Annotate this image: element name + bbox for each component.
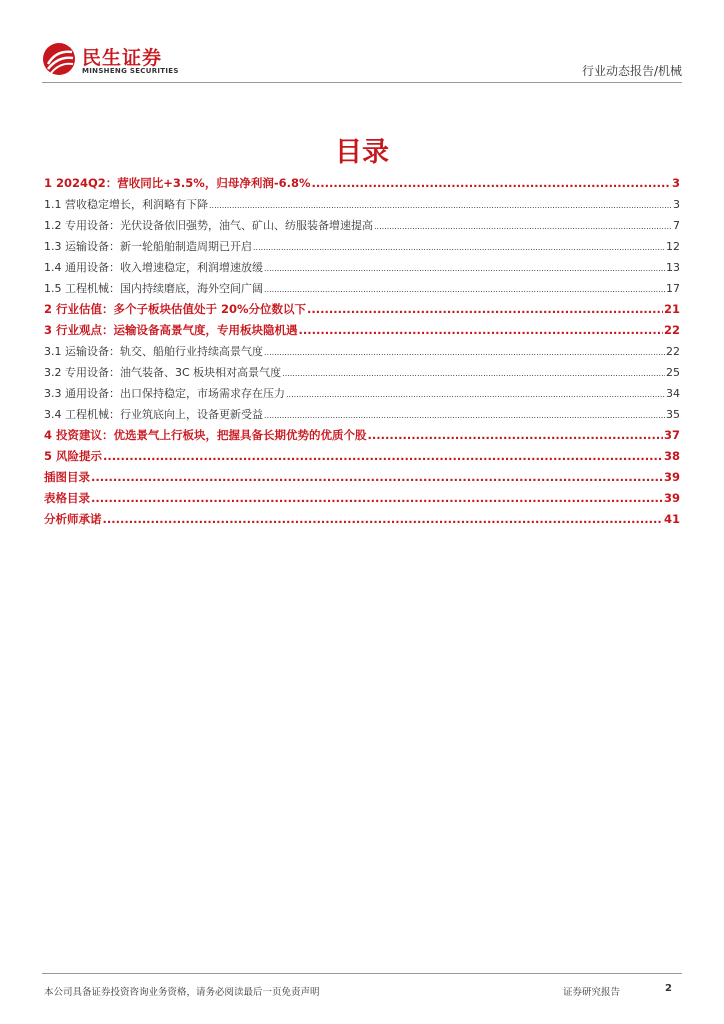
toc-entry-page[interactable]: 13 <box>666 261 680 274</box>
toc-entry-page[interactable]: 25 <box>666 366 680 379</box>
toc-entry-page[interactable]: 39 <box>663 491 680 505</box>
toc-entry-page[interactable]: 3 <box>673 198 680 211</box>
toc-entry-page[interactable]: 12 <box>666 240 680 253</box>
page-number: 2 <box>665 983 672 994</box>
toc-entry[interactable] <box>44 175 680 196</box>
toc-dot-leader <box>209 201 672 210</box>
footer-disclaimer: 本公司具备证券投资咨询业务资格，请务必阅读最后一页免责声明 <box>44 987 320 998</box>
toc-entry[interactable] <box>44 490 680 511</box>
toc-entry-page[interactable]: 35 <box>666 408 680 421</box>
toc-entry-text[interactable]: 3.2 专用设备：油气装备、3C 板块相对高景气度 <box>44 366 282 379</box>
toc-entry[interactable] <box>44 427 680 448</box>
toc-entry-text[interactable]: 2 行业估值：多个子板块估值处于 20%分位数以下 <box>44 302 307 316</box>
toc-entry-text[interactable]: 插图目录 <box>44 470 90 484</box>
toc-entry[interactable] <box>44 301 680 322</box>
toc-dot-leader <box>374 222 672 231</box>
toc-entry-text[interactable]: 1.2 专用设备：光伏设备依旧强势，油气、矿山、纺服装备增速提高 <box>44 219 373 232</box>
toc-entry[interactable] <box>44 448 680 469</box>
toc-entry-page[interactable]: 41 <box>663 512 680 526</box>
toc-entry-text[interactable]: 1 2024Q2：营收同比+3.5%，归母净利润-6.8% <box>44 176 311 190</box>
toc-dot-leader <box>91 491 663 505</box>
toc-entry-page[interactable]: 7 <box>673 219 680 232</box>
table-of-contents <box>44 175 680 532</box>
toc-entry-page[interactable]: 37 <box>663 428 680 442</box>
header-divider <box>42 82 682 83</box>
toc-entry-text[interactable]: 1.5 工程机械：国内持续磨底，海外空间广阔 <box>44 282 263 295</box>
toc-dot-leader <box>264 411 665 420</box>
toc-entry-page[interactable]: 39 <box>663 470 680 484</box>
toc-dot-leader <box>282 369 665 378</box>
toc-entry-text[interactable]: 表格目录 <box>44 491 90 505</box>
toc-entry-page[interactable]: 22 <box>666 345 680 358</box>
toc-dot-leader <box>103 512 663 526</box>
toc-entry[interactable] <box>44 259 680 280</box>
logo-chinese-name: 民生证券 <box>82 47 163 69</box>
toc-dot-leader <box>264 285 665 294</box>
toc-entry[interactable] <box>44 511 680 532</box>
toc-dot-leader <box>286 390 665 399</box>
toc-entry-text[interactable]: 3 行业观点：运输设备高景气度，专用板块隐机遇 <box>44 323 298 337</box>
toc-dot-leader <box>91 470 663 484</box>
toc-dot-leader <box>253 243 665 252</box>
toc-entry-page[interactable]: 3 <box>671 176 680 190</box>
toc-entry[interactable] <box>44 469 680 490</box>
toc-dot-leader <box>312 176 671 190</box>
toc-entry[interactable] <box>44 406 680 427</box>
toc-entry-text[interactable]: 5 风险提示 <box>44 449 103 463</box>
toc-entry-page[interactable]: 17 <box>666 282 680 295</box>
toc-entry[interactable] <box>44 322 680 343</box>
toc-entry-text[interactable]: 4 投资建议：优选景气上行板块，把握具备长期优势的优质个股 <box>44 428 367 442</box>
footer-report-type: 证券研究报告 <box>563 987 621 998</box>
toc-title: 目录 <box>335 137 389 168</box>
logo-english-name: MINSHENG SECURITIES <box>82 67 179 75</box>
toc-entry[interactable] <box>44 217 680 238</box>
toc-entry[interactable] <box>44 196 680 217</box>
toc-dot-leader <box>264 264 665 273</box>
toc-entry-page[interactable]: 34 <box>666 387 680 400</box>
minsheng-logo-icon <box>42 42 76 76</box>
toc-dot-leader <box>103 449 663 463</box>
toc-entry[interactable] <box>44 364 680 385</box>
report-category: 行业动态报告/机械 <box>581 64 682 78</box>
company-logo <box>42 38 242 82</box>
toc-entry[interactable] <box>44 280 680 301</box>
toc-entry-text[interactable]: 3.3 通用设备：出口保持稳定，市场需求存在压力 <box>44 387 285 400</box>
toc-entry[interactable] <box>44 238 680 259</box>
toc-dot-leader <box>264 348 665 357</box>
toc-entry-text[interactable]: 分析师承诺 <box>44 512 102 526</box>
page-header <box>42 38 682 88</box>
footer-divider <box>42 973 682 974</box>
toc-entry[interactable] <box>44 385 680 406</box>
toc-entry-page[interactable]: 22 <box>663 323 680 337</box>
toc-dot-leader <box>307 302 663 316</box>
toc-entry-text[interactable]: 3.4 工程机械：行业筑底向上，设备更新受益 <box>44 408 263 421</box>
toc-entry-page[interactable]: 21 <box>663 302 680 316</box>
toc-entry-text[interactable]: 1.4 通用设备：收入增速稳定，利润增速放缓 <box>44 261 263 274</box>
toc-entry-text[interactable]: 3.1 运输设备：轨交、船舶行业持续高景气度 <box>44 345 263 358</box>
toc-entry-text[interactable]: 1.3 运输设备：新一轮船舶制造周期已开启 <box>44 240 252 253</box>
toc-entry[interactable] <box>44 343 680 364</box>
toc-dot-leader <box>299 323 663 337</box>
toc-entry-text[interactable]: 1.1 营收稳定增长，利润略有下降 <box>44 198 208 211</box>
toc-entry-page[interactable]: 38 <box>663 449 680 463</box>
toc-dot-leader <box>368 428 663 442</box>
